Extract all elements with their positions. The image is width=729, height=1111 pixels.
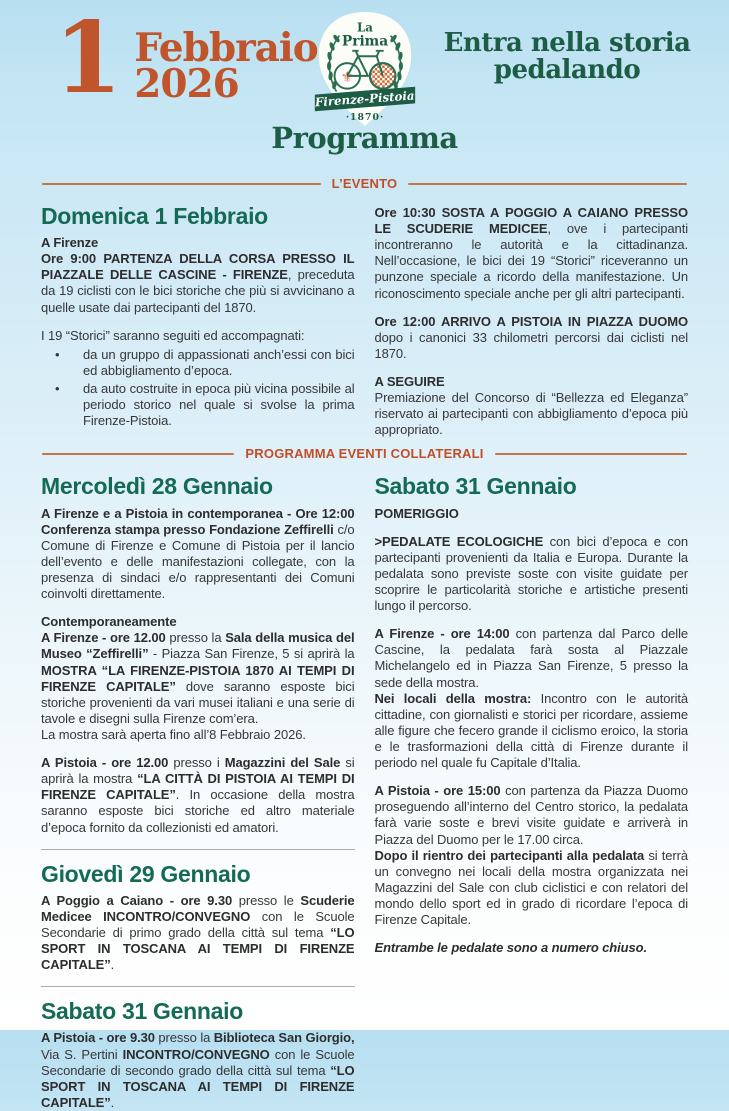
section-columns-collaterali	[0, 474, 729, 1111]
divider-line	[408, 183, 687, 185]
divider-line	[495, 453, 687, 455]
text-run: presso la	[154, 1030, 214, 1046]
text-run: A SEGUIRE	[374, 373, 445, 389]
bullet-list	[41, 347, 355, 430]
text-run: con le Scuole Secondarie di primo grado della città sul tema	[41, 908, 355, 940]
event-logo-badge	[306, 8, 424, 130]
sections	[0, 176, 729, 1111]
logo-text-prima: Prima	[341, 33, 388, 50]
column-rule	[41, 986, 355, 987]
paragraph	[375, 506, 689, 522]
text-run: con bici d’epoca e con partecipanti provenienti da Italia e Europa. Durante la pedalata sono previste soste con visite guidate per scoprire le particolarità storiche e artistiche presenti lungo il percorso.	[374, 533, 688, 614]
text-run: >PEDALATE ECOLOGICHE	[374, 533, 544, 549]
text-run: da auto costruite in epoca più vicina possibile al periodo storico nel quale si svolse la prima Firenze-Pistoia.	[83, 381, 355, 429]
text-run: Ore 10:30 SOSTA A POGGIO A CAIANO PRESSO LE SCUDERIE MEDICEE	[374, 205, 688, 237]
column-left	[41, 204, 355, 438]
paragraph	[41, 893, 355, 974]
text-run: Sala della musica del Museo “Zeffirelli”	[41, 630, 355, 662]
text-run: A Pistoia - ore 9.30	[41, 1030, 155, 1046]
text-run: A Pistoia - ore 15:00	[374, 783, 501, 799]
text-run: da un gruppo di appassionati anch’essi con bici ed abbigliamento d’epoca.	[83, 346, 355, 378]
date-day: 1	[54, 1, 121, 116]
text-run: Premiazione del Concorso di “Bellezza ed Eleganza” riservato ai partecipanti con abbigliamento d’epoca più appropriato.	[374, 390, 688, 438]
text-run: Ore 12:00 ARRIVO A PISTOIA IN PIAZZA DUOMO	[374, 313, 688, 329]
text-run: Ore 9:00 PARTENZA DELLA CORSA PRESSO IL PIAZZALE DELLE CASCINE - FIRENZE	[41, 251, 355, 283]
paragraph	[375, 940, 689, 956]
paragraph	[41, 328, 355, 344]
paragraph	[375, 314, 689, 362]
text-run: POMERIGGIO	[374, 505, 459, 521]
text-run: La mostra sarà aperta fino all’8 Febbraio 2026.	[41, 726, 306, 742]
date-heading: Sabato 31 Gennaio	[374, 473, 577, 500]
paragraph	[41, 1030, 355, 1111]
text-run: c/o Comune di Firenze e Comune di Pistoia per il lancio dell’evento e delle manifestazioni collegate, con la presenza di sindaci e/o rappresentanti dei Comuni coinvolti direttamente.	[41, 521, 355, 602]
text-run: presso la	[165, 630, 226, 646]
paragraph	[41, 614, 355, 743]
logo-year: ·1870·	[345, 112, 384, 124]
date-heading: Sabato 31 Gennaio	[41, 998, 243, 1025]
section-divider-label: PROGRAMMA EVENTI COLLATERALI	[245, 446, 484, 462]
paragraph	[375, 534, 689, 615]
paragraph	[375, 783, 689, 928]
date-year: 2026	[134, 60, 239, 107]
paragraph	[41, 506, 355, 603]
text-run: A Firenze - ore 14:00	[374, 626, 510, 642]
column-left	[41, 474, 355, 1111]
giglio-icon: ⚜	[340, 69, 354, 86]
text-run: Magazzini del Sale	[224, 755, 341, 771]
text-run: con partenza da Piazza Duomo proseguendo all’interno del Centro storico, la pedalata farà varie soste e brevi visite guidate e arriverà in Piazza del Duomo per le 17.00 circa.	[374, 783, 688, 847]
section-divider-collaterali	[0, 446, 729, 461]
event-logo	[306, 8, 424, 135]
text-run: presso le	[232, 892, 301, 908]
text-run: MOSTRA “LA FIRENZE-PISTOIA 1870 AI TEMPI DI FIRENZE CAPITALE”	[41, 662, 355, 694]
paragraph	[41, 755, 355, 836]
text-run: A Firenze e a Pistoia in contemporanea - Ore 12:00 Conferenza stampa presso Fondazione Zeffirelli	[41, 505, 355, 537]
paragraph	[41, 235, 355, 316]
divider-line	[42, 183, 321, 185]
tagline	[427, 30, 707, 83]
text-run: “LO SPORT IN TOSCANA AI TEMPI DI FIRENZE CAPITALE”	[41, 925, 355, 973]
bullet-item	[41, 347, 355, 379]
paragraph	[375, 374, 689, 438]
text-run: Via S. Pertini	[41, 1046, 123, 1062]
text-run: Biblioteca San Giorgio,	[213, 1030, 355, 1046]
date-month-year	[134, 25, 318, 107]
tagline-line1: Entra nella storia	[443, 28, 691, 58]
text-run: “LO SPORT IN TOSCANA AI TEMPI DI FIRENZE CAPITALE”	[41, 1062, 355, 1110]
event-date	[54, 1, 318, 116]
text-run: . In occasione della mostra saranno esposte bici storiche ed altro materiale d’epoca fornito da collezionisti ed amatori.	[41, 787, 355, 835]
text-run: Nei locali della mostra:	[374, 690, 532, 706]
text-run: Scuderie Medicee INCONTRO/CONVEGNO	[41, 892, 355, 924]
text-run: Incontro con le autorità cittadine, con giornalisti e storici per ricordare, assieme alle figure che fecero grande il ciclismo eroico, la storia e le trasformazioni della città di Firenze durante il periodo nel quale fu Capitale d’Italia.	[374, 690, 688, 771]
text-run: A Poggio a Caiano - ore 9.30	[41, 892, 233, 908]
program-title: Programma	[271, 121, 458, 155]
text-run: INCONTRO/CONVEGNO	[122, 1046, 270, 1062]
paragraph	[375, 205, 689, 302]
text-run: .	[110, 957, 115, 973]
column-rule	[41, 849, 355, 850]
tagline-line2: pedalando	[493, 54, 641, 85]
logo-text-la: La	[356, 20, 373, 35]
text-run: con partenza dal Parco delle Cascine, la pedalata farà sosta al Piazzale Michelangelo ed in Piazza San Firenze, 5 presso la sede della mostra.	[374, 626, 688, 690]
text-run: , ove i partecipanti incontreranno le autorità e la cittadinanza. Nell’occasione, le bici dei 19 “Storici” riceveranno un punzone speciale a ricordo della manifestazione. Un riconoscimento speciale anche per gli altri partecipanti.	[374, 221, 688, 301]
date-heading: Mercoledì 28 Gennaio	[41, 473, 273, 500]
column-right	[375, 204, 689, 438]
text-run: Entrambe le pedalate sono a numero chiuso.	[374, 940, 647, 956]
section-divider-label: L’EVENTO	[331, 176, 398, 191]
logo-banner-text: Firenze-Pistoia	[314, 88, 415, 110]
text-run: si terrà un convegno nei locali della mostra organizzata nei Magazzini del Sale con club ciclistici e con relatori del mondo dello sport ed in grado di ricordare l’epoca di Firenze Capitale.	[374, 847, 688, 928]
header	[0, 0, 729, 168]
text-run: .	[110, 1094, 115, 1110]
text-run: si aprirà la mostra	[41, 755, 355, 787]
bullet-item	[41, 381, 355, 429]
text-run: A Firenze - ore 12.00	[41, 630, 166, 646]
date-heading: Giovedì 29 Gennaio	[41, 860, 251, 887]
text-run: Contemporaneamente	[41, 614, 177, 630]
text-run: con le Scuole Secondarie di secondo grado della città sul tema	[41, 1046, 355, 1078]
text-run: , preceduta da 19 ciclisti con le bici storiche che più si avvicinano a quelle usate dai partecipanti del 1870.	[41, 267, 355, 315]
text-run: Dopo il rientro dei partecipanti alla pedalata	[374, 847, 645, 863]
text-run: A Pistoia - ore 12.00	[41, 755, 169, 771]
paragraph	[375, 626, 689, 771]
column-right	[375, 474, 689, 1111]
text-run: dove saranno esposte bici storiche provenienti da vari musei italiani e una serie di tavole e disegni sulla Firenze com’era.	[41, 678, 355, 726]
date-month: Febbraio	[134, 25, 318, 71]
text-run: I 19 “Storici” saranno seguiti ed accompagnati:	[41, 327, 305, 343]
date-heading: Domenica 1 Febbraio	[41, 203, 268, 229]
section-columns-evento	[0, 204, 729, 438]
text-run: A Firenze	[41, 235, 99, 251]
section-divider-evento	[0, 176, 729, 191]
text-run: “LA CITTÀ DI PISTOIA AI TEMPI DI FIRENZE CAPITALE”	[41, 771, 355, 803]
text-run: presso i	[168, 755, 225, 771]
text-run: dopo i canonici 33 chilometri percorsi dai ciclisti nel 1870.	[374, 329, 688, 361]
text-run: - Piazza San Firenze, 5 si aprirà la	[148, 646, 355, 662]
divider-line	[42, 453, 234, 455]
